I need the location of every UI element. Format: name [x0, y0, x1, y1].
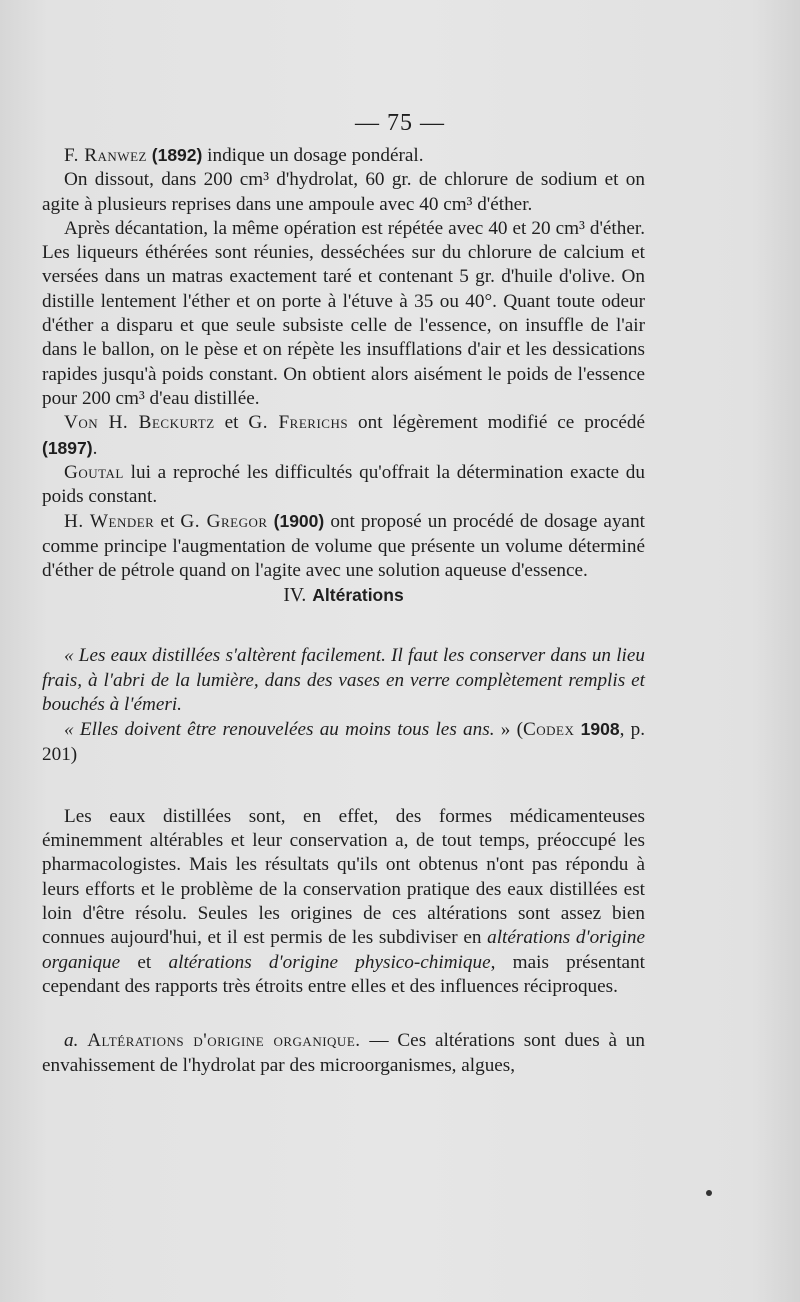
quote-paragraph-2 [42, 717, 645, 767]
paragraph-alterations [42, 805, 645, 999]
section-title: Altérations [312, 585, 404, 606]
author-name-2: G. Frerichs [248, 412, 349, 434]
connector: et [214, 412, 249, 434]
item-title: Altérations d'origine organique. [87, 1030, 361, 1052]
paragraph-decantation: Après décantation, la même opération est répétée avec 40 et 20 cm³ d'éther. Les liqueurs éthérées sont réunies, desséchées sur du chlorure de calcium et versées dans un matras exactement taré et contenant 5 gr. d'huile d'olive. On distille lentement l'éther et on porte à l'étuve à 35 ou 40°. Quant toute odeur d'éther a disparu et que seule subsiste celle de l'essence, on insuffle de l'air dans le ballon, on le pèse et on répète les insufflations d'air et les dessications rapides jusqu'à poids constant. On obtient alors aisément le poids de l'essence pour 200 cm³ d'eau distillée. [42, 217, 645, 409]
connector: et [154, 511, 181, 533]
paragraph-text: ont légèrement modifié ce procédé [348, 412, 645, 434]
paragraph-end: . [92, 437, 98, 459]
quote-year: 1908 [580, 719, 620, 740]
author-name: Goutal [64, 461, 124, 483]
item-label: a. [64, 1030, 79, 1052]
main-text [42, 143, 645, 1078]
emphasis-organic: altérations d'origine organique [42, 927, 646, 973]
year: (1900) [273, 511, 325, 532]
author-name: F. Ranwez [64, 145, 147, 166]
author-name-2: G. Gregor [180, 511, 268, 533]
year: (1892) [151, 145, 203, 165]
author-name: H. Wender [64, 511, 155, 533]
paragraph-goutal [42, 461, 645, 510]
year: (1897) [42, 437, 93, 458]
paragraph-wender [42, 509, 645, 583]
paragraph-text-3: , mais présentant cependant des rapports très étroits entre elles et des influences réciproques. [42, 951, 645, 997]
paragraph-ranwez [42, 143, 645, 168]
quote-close: » ( [494, 719, 523, 741]
paragraph-text: — Ces altérations sont dues à un envahissement de l'hydrolat par des microorganismes, algues, [42, 1030, 645, 1076]
quote-page: , p. 201) [42, 719, 646, 765]
paragraph-organic-origin [42, 1029, 645, 1078]
paragraph-text: lui a reproché les difficultés qu'offrait la détermination exacte du poids constant. [42, 461, 645, 508]
paragraph-text: ont proposé un procédé de dosage ayant comme principe l'augmentation de volume que présente un volume déterminé d'éther de pétrole quand on l'agite avec une solution aqueuse d'essence. [42, 511, 645, 582]
emphasis-physico-chemical: altérations d'origine physico-chimique [168, 951, 491, 973]
quote-text: « Elles doivent être renouvelées au moins tous les ans. [64, 719, 495, 741]
author-name: Von H. Beckurtz [64, 412, 215, 434]
paragraph-beckurtz [42, 411, 645, 461]
quote-source: Codex [522, 719, 575, 741]
paragraph-text: indique un dosage pondéral. [202, 145, 424, 166]
quote-paragraph-1: « Les eaux distillées s'altèrent facilement. Il faut les conserver dans un lieu frais, à l'abri de la lumière, dans des vases en verre complètement remplis et bouchés à l'émeri. [42, 645, 645, 715]
section-number: IV. [283, 585, 307, 607]
paragraph-text-2: et [120, 951, 169, 973]
section-heading [42, 583, 645, 608]
ink-speck [706, 1190, 712, 1196]
paragraph-text: Les eaux distillées sont, en effet, des formes médicamenteuses éminemment altérables et leur conservation a, de tout temps, préoccupé les pharmacologistes. Mais les résultats qu'ils ont obtenus n'ont pas répondu à leurs efforts et le problème de la conservation pratique des eaux distillées est loin d'être résolu. Seules les origines de ces altérations sont assez bien connues aujourd'hui, et il est permis de les subdiviser en [42, 805, 645, 949]
page-number: — 75 — [355, 110, 445, 136]
paragraph-dissolve: On dissout, dans 200 cm³ d'hydrolat, 60 gr. de chlorure de sodium et on agite à plusieurs reprises dans une ampoule avec 40 cm³ d'éther. [42, 169, 645, 215]
